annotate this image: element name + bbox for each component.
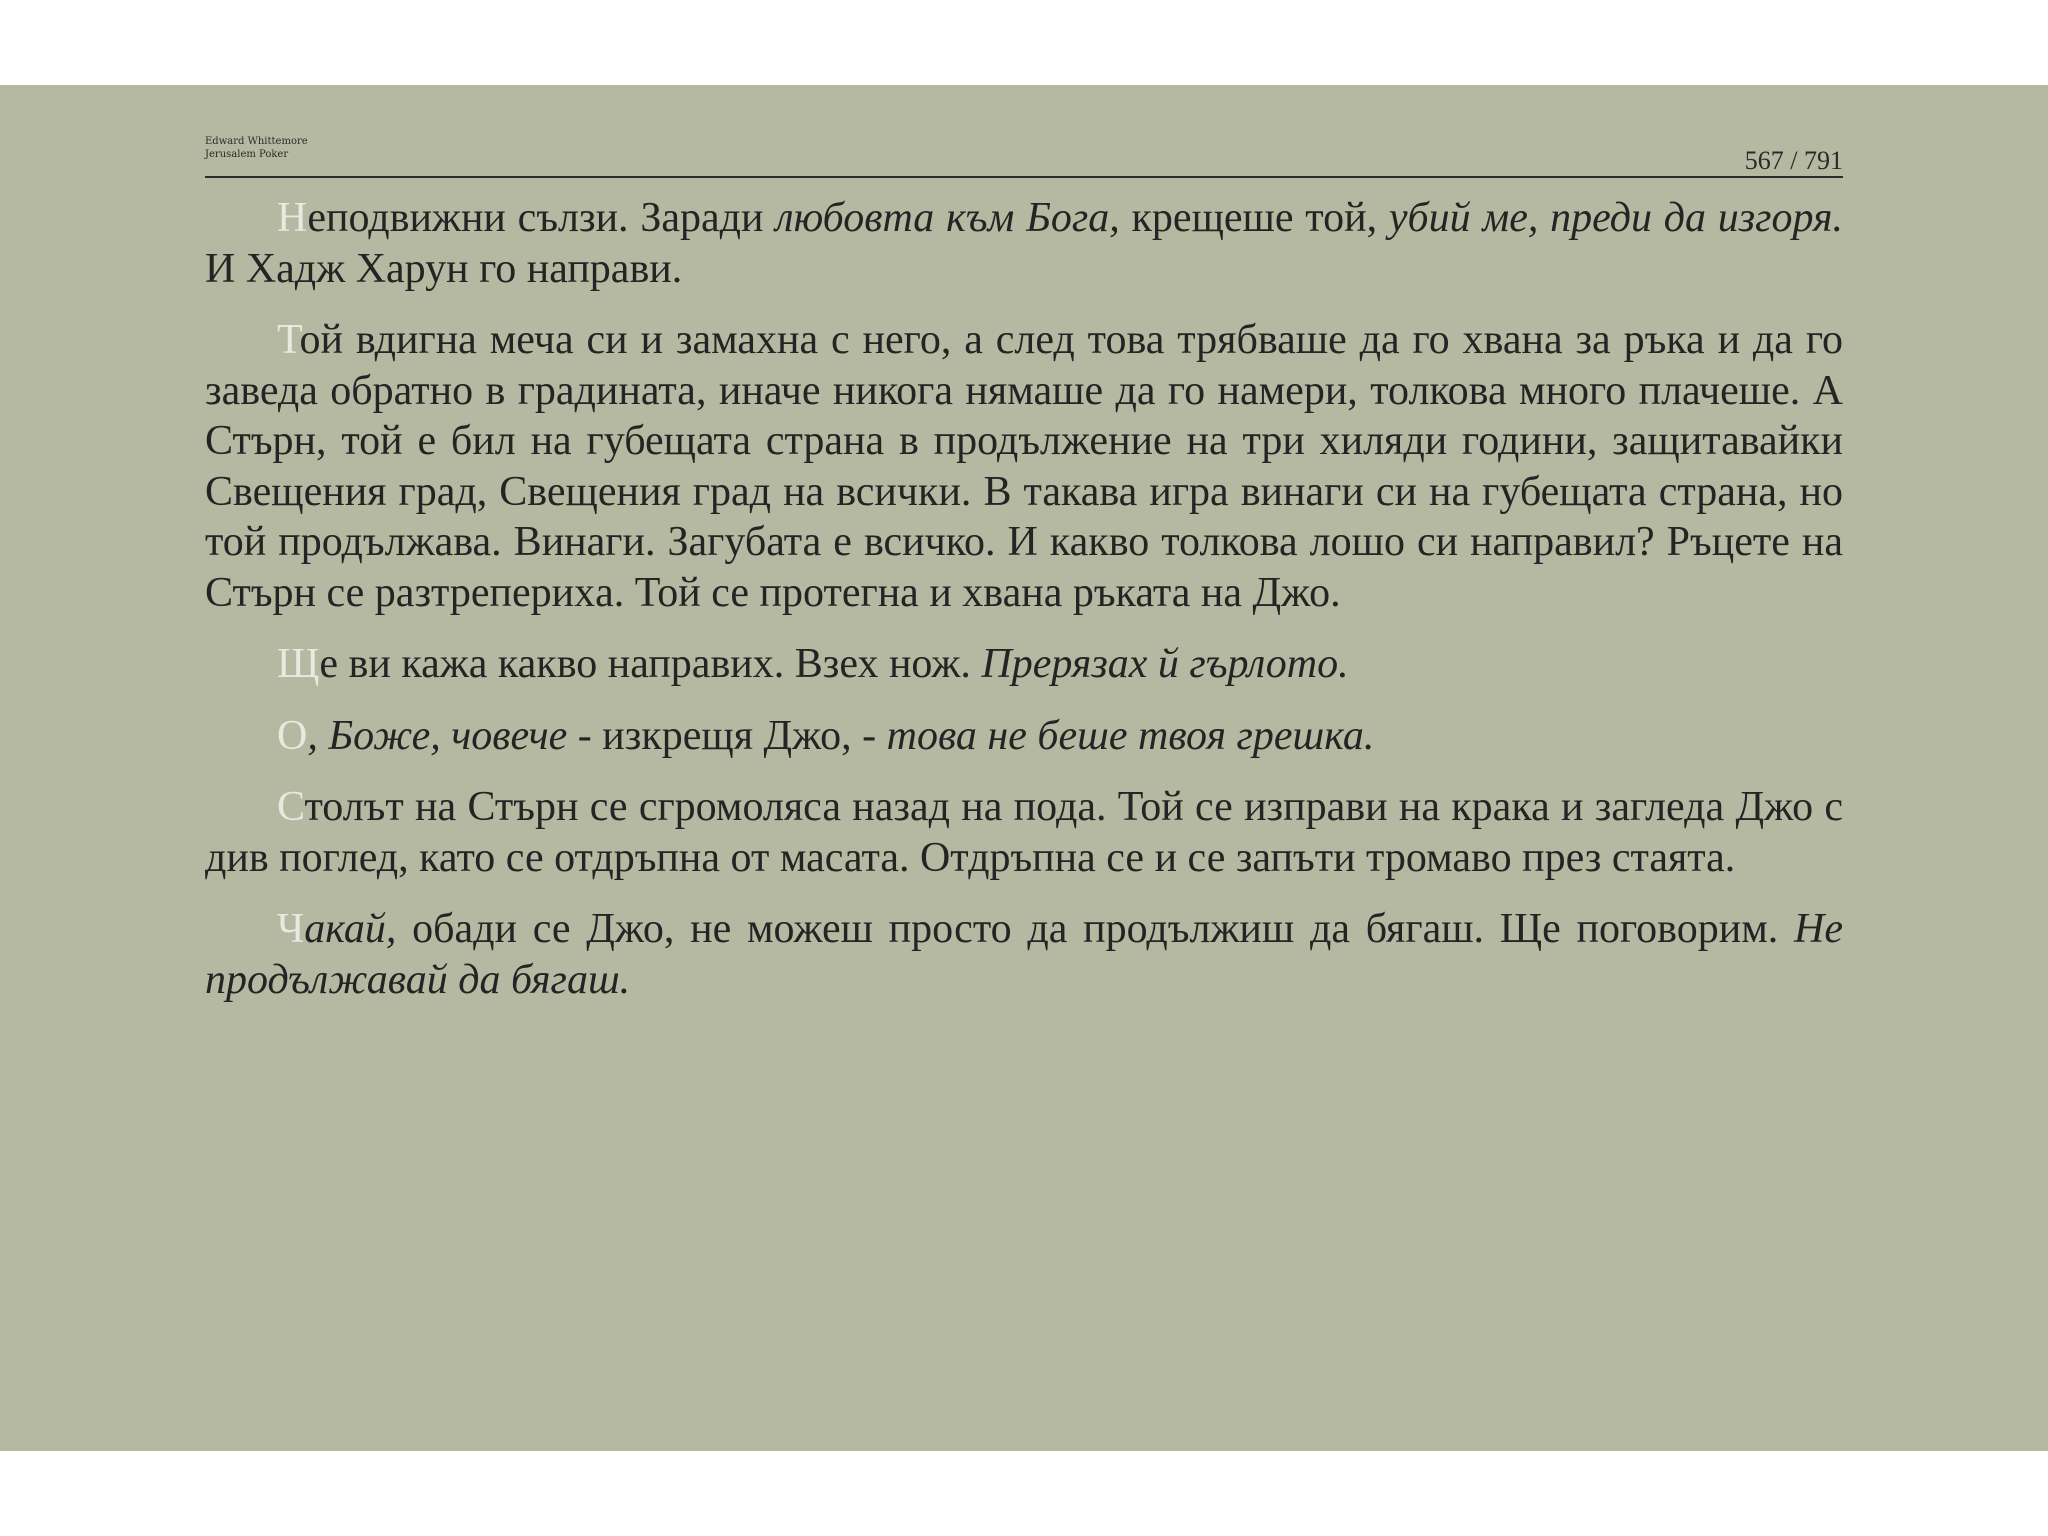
- italic-text-run: любовта към Бога,: [775, 195, 1120, 241]
- book-meta: [205, 135, 308, 161]
- paragraph-initial: Ч: [277, 906, 305, 952]
- paragraph: [205, 315, 1843, 618]
- paragraph-initial: Щ: [277, 641, 320, 687]
- page-header: [205, 135, 1843, 178]
- paragraph-initial: О: [277, 712, 308, 759]
- text-run: - изкрещя Джо, -: [567, 712, 887, 759]
- text-run: толът на Стърн се сгромоляса назад на пода. Той се изправи на крака и загледа Джо с див поглед, като се отдръпна от масата. Отдръпна се и се запъти тромаво през стаята.: [205, 784, 1843, 881]
- paragraph: [205, 193, 1843, 294]
- paragraph-initial: С: [277, 784, 305, 830]
- italic-text-run: убий ме, преди да изгоря.: [1388, 195, 1843, 241]
- italic-text-run: Не продължавай да бягаш.: [205, 906, 1843, 1003]
- paragraph: [205, 639, 1843, 690]
- paragraph-initial: Т: [277, 317, 300, 363]
- paragraph: [205, 711, 1843, 762]
- page-text[interactable]: [205, 193, 1843, 1026]
- italic-text-run: това не беше твоя грешка.: [886, 712, 1375, 759]
- text-run: И Хадж Харун го направи.: [205, 245, 683, 292]
- text-run: обади се Джо, не можеш просто да продължиш да бягаш. Ще поговорим.: [396, 906, 1795, 952]
- page-indicator: 567 / 791: [1744, 146, 1843, 175]
- text-run: крещеше той,: [1119, 195, 1389, 241]
- text-run: еподвижни сълзи. Заради: [307, 195, 776, 241]
- italic-text-run: акай,: [304, 906, 397, 952]
- paragraph: [205, 904, 1843, 1005]
- text-run: ой вдигна меча си и замахна с него, а след това трябваше да го хвана за ръка и да го заведа обратно в градината, иначе никога нямаше да го намери, толкова много плачеше. А Стърн, той е бил на губещата страна в продължение на три хиляди години, защитавайки Свещения град, Свещения град на всички. В такава игра винаги си на губещата страна, но той продължава. Винаги. Загубата е всичко. И какво толкова лошо си направил? Ръцете на Стърн се разтреперихa. Той се протегна и хвана ръката на Джо.: [205, 317, 1843, 616]
- italic-text-run: Прерязах й гърлото.: [981, 641, 1349, 687]
- book-title: Jerusalem Poker: [205, 149, 289, 160]
- italic-text-run: , Боже, човече: [307, 712, 568, 759]
- text-run: е ви кажа какво направих. Взех нож.: [319, 641, 982, 687]
- author-name: Edward Whittemore: [205, 136, 308, 147]
- paragraph: [205, 782, 1843, 883]
- paragraph-initial: Н: [277, 195, 308, 241]
